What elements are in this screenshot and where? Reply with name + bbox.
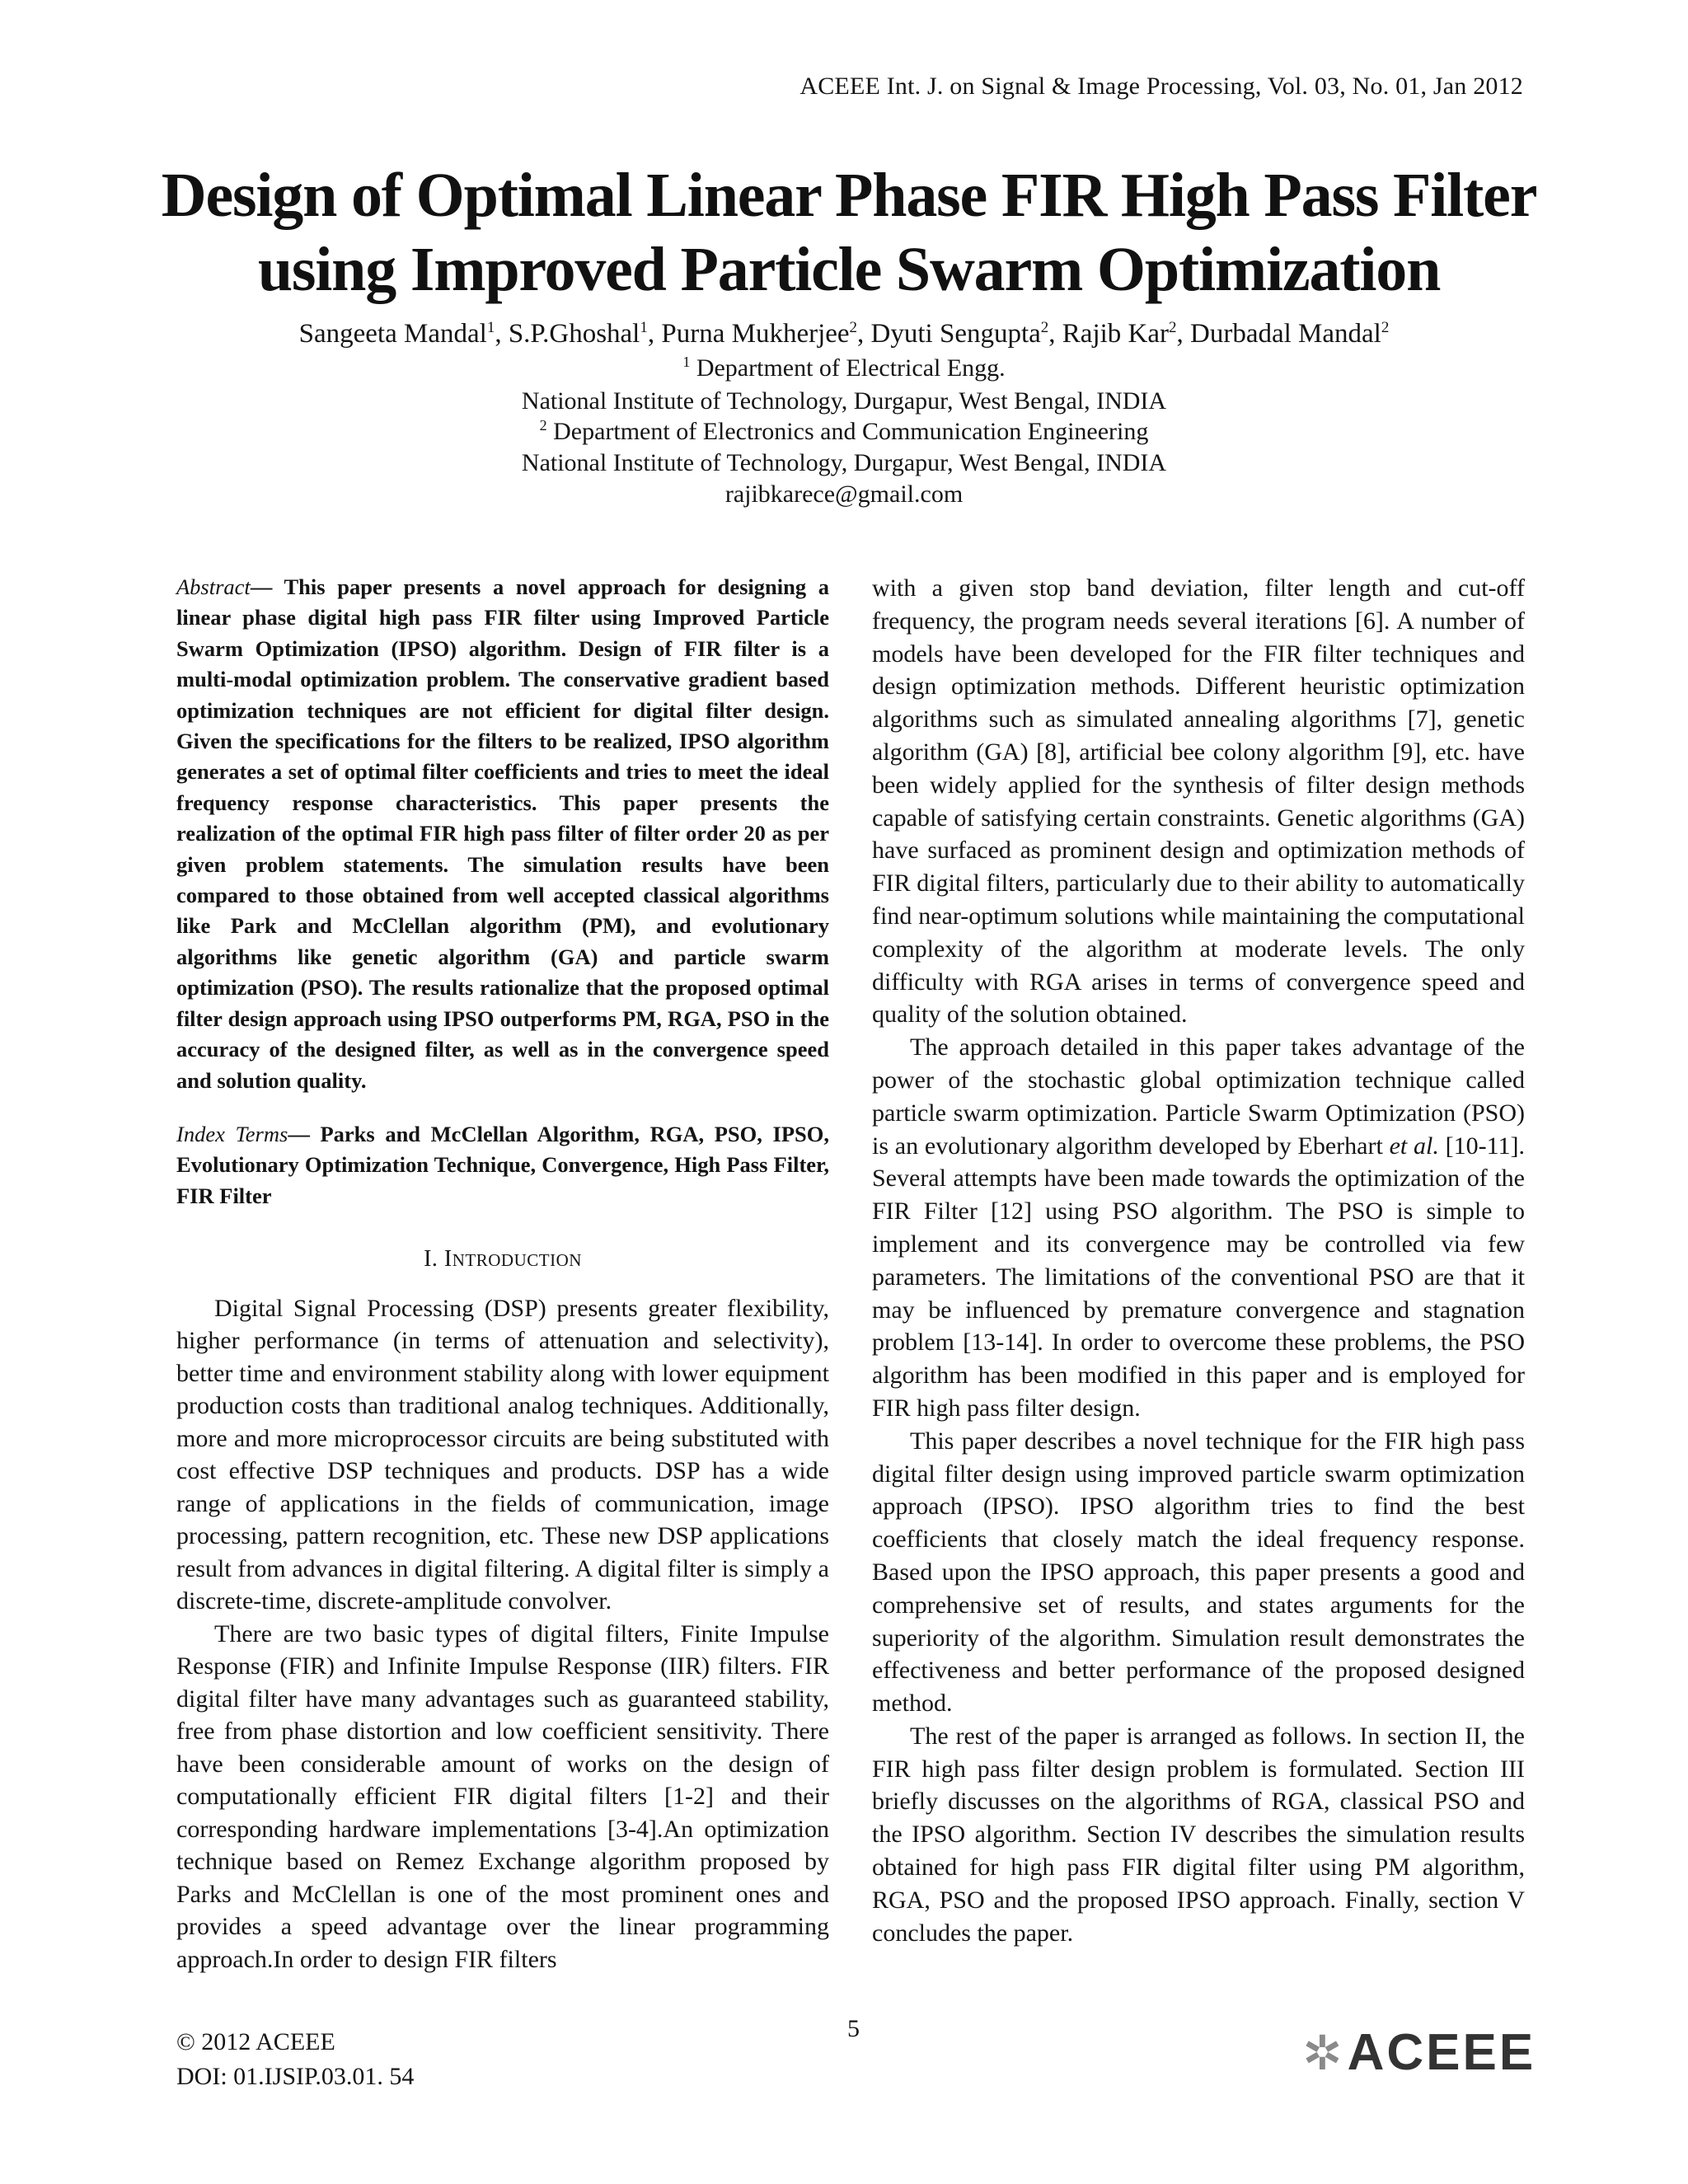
left-column <box>176 572 829 1975</box>
body-paragraph: The rest of the paper is arranged as follows. In section II, the FIR high pass filter design problem is formulated. Section III briefly discusses on the algorithms of RGA, classical PSO and the IPSO algorithm. Section IV describes the simulation results obtained for high pass FIR digital filter using PM algorithm, RGA, PSO and the proposed IPSO approach. Finally, section V concludes the paper. <box>872 1722 1525 1947</box>
star-icon: ✲ <box>1302 2024 1343 2081</box>
author-name: Rajib Kar <box>1062 319 1169 349</box>
author-name: Sangeeta Mandal <box>298 319 487 349</box>
author-affil-mark: 2 <box>1040 319 1049 336</box>
paper-title <box>99 158 1599 307</box>
author-name: Durbadal Mandal <box>1190 319 1381 349</box>
author-affil-mark: 1 <box>640 319 648 336</box>
journal-header: ACEEE Int. J. on Signal & Image Processing, Vol. 03, No. 01, Jan 2012 <box>799 73 1523 100</box>
author-affil-mark: 1 <box>486 319 495 336</box>
body-paragraph: The approach detailed in this paper takes advantage of the power of the stochastic global optimization technique called particle swarm optimization. Particle Swarm Optimization (PSO) is an evolutionary algorithm developed by Eberhart et al. [10-11]. Several attempts have been made towards the optimization of the FIR Filter [12] using PSO algorithm. The PSO is simple to implement and its convergence may be controlled via few parameters. The limitations of the conventional PSO are that it may be influenced by premature convergence and stagnation problem [13-14]. In order to overcome these problems, the PSO algorithm has been modified in this paper and is employed for FIR high pass filter design. <box>872 1033 1525 1422</box>
logo-text: ACEEE <box>1347 2024 1536 2081</box>
contact-email: rajibkarece@gmail.com <box>724 480 964 508</box>
author-affil-mark: 2 <box>1169 319 1177 336</box>
author-name: S.P.Ghoshal <box>508 319 640 349</box>
affiliation-institute-1: National Institute of Technology, Durgapur, West Bengal, INDIA <box>521 387 1167 415</box>
intro-paragraph: Digital Signal Processing (DSP) presents greater flexibility, higher performance (in terms of attenuation and selectivity), better time and environment stability along with lower equipment production costs than traditional analog techniques. Additionally, more and more microprocessor circuits are being substituted with cost effective DSP techniques and products. DSP has a wide range of applications in the fields of communication, image processing, pattern recognition, etc. These new DSP applications result from advances in digital filtering. A digital filter is simply a discrete-time, discrete-amplitude convolver. <box>176 1294 829 1615</box>
body-paragraph: with a given stop band deviation, filter length and cut-off frequency, the program needs several iterations [6]. A number of models have been developed for the FIR filter techniques and design optimization methods. Different heuristic optimization algorithms such as simulated annealing algorithms [7], genetic algorithm (GA) [8], artificial bee colony algorithm [9], etc. have been widely applied for the synthesis of filter design methods capable of satisfying certain constraints. Genetic algorithms (GA) have surfaced as prominent design and optimization methods of FIR digital filters, particularly due to their ability to automatically find near-optimum solutions while maintaining the computational complexity of the algorithm at moderate levels. The only difficulty with RGA arises in terms of convergence speed and quality of the solution obtained. <box>872 574 1525 1029</box>
footer-copyright <box>176 2025 414 2094</box>
doi-text: DOI: 01.IJSIP.03.01. 54 <box>176 2063 415 2090</box>
intro-paragraph: There are two basic types of digital filters, Finite Impulse Response (FIR) and Infinite Impulse Response (IIR) filters. FIR digital filter have many advantages such as guaranteed stability, free from phase distortion and low coefficient sensitivity. There have been considerable amount of works on the design of computationally efficient FIR digital filters [1-2] and their corresponding hardware implementations [3-4].An optimization technique based on Remez Exchange algorithm proposed by Parks and McClellan is one of the most prominent ones and provides a speed advantage over the linear programming approach.In order to design FIR filters <box>176 1619 829 1973</box>
section-heading-introduction: I. INTRODUCTION <box>424 1246 582 1272</box>
author-name: Dyuti Sengupta <box>870 319 1041 349</box>
body-paragraph: This paper describes a novel technique for the FIR high pass digital filter design using improved particle swarm optimization approach (IPSO). IPSO algorithm tries to find the best coefficients that closely match the ideal frequency response. Based upon the IPSO approach, this paper presents a good and comprehensive set of results, and states arguments for the superiority of the algorithm. Simulation result demonstrates the effectiveness and better performance of the proposed designed method. <box>872 1427 1525 1718</box>
copyright-text: © 2012 ACEEE <box>176 2028 335 2055</box>
right-column <box>872 572 1525 1949</box>
author-name: Purna Mukherjee <box>661 319 850 349</box>
author-affil-mark: 2 <box>849 319 858 336</box>
page-number: 5 <box>847 2015 860 2042</box>
abstract: Abstract— This paper presents a novel approach for designing a linear phase digital high pass FIR filter using Improved Particle Swarm Optimization (IPSO) algorithm. Design of FIR filter is a multi-modal optimization problem. The conservative gradient based optimization techniques are not efficient for digital filter design. Given the specifications for the filters to be realized, IPSO algorithm generates a set of optimal filter coefficients and tries to meet the ideal frequency response characteristics. This paper presents the realization of the optimal FIR high pass filter of filter order 20 as per given problem statements. The simulation results have been compared to those obtained from well accepted classical algorithms like Park and McClellan algorithm (PM), and evolutionary algorithms like genetic algorithm (GA) and particle swarm optimization (PSO). The results rationalize that the proposed optimal filter design approach using IPSO outperforms PM, RGA, PSO in the accuracy of the designed filter, as well as in the convergence speed and solution quality. <box>176 574 829 1093</box>
affiliation-institute-2: National Institute of Technology, Durgapur, West Bengal, INDIA <box>521 449 1167 476</box>
index-terms-label: Index Terms <box>176 1121 288 1146</box>
author-list: Sangeeta Mandal$^1$, S.P.Ghoshal$^1$, Purna Mukherjee$^2$, Dyuti Sengupta$^2$, Rajib Kar$^2$, Durbadal Mandal$^2$ <box>298 319 1390 349</box>
affiliation-dept-2: $^2$ Department of Electronics and Communication Engineering <box>539 417 1149 445</box>
author-affil-mark: 2 <box>1381 319 1390 336</box>
abstract-label: Abstract <box>176 574 251 599</box>
title-line-1: Design of Optimal Linear Phase FIR High Pass Filter <box>161 161 1537 230</box>
affiliation-dept-1: $^1$ Department of Electrical Engg. <box>682 354 1006 382</box>
title-line-2: using Improved Particle Swarm Optimization <box>257 235 1441 304</box>
aceee-logo <box>1302 2023 1536 2082</box>
index-terms: Index Terms— Parks and McClellan Algorithm, RGA, PSO, IPSO, Evolutionary Optimization Technique, Convergence, High Pass Filter, FIR Filter <box>176 1121 829 1208</box>
abstract-body: This paper presents a novel approach for designing a linear phase digital high pass FIR filter using Improved Particle Swarm Optimization (IPSO) algorithm. Design of FIR filter is a multi-modal optimization problem. The conservative gradient based optimization techniques are not efficient for digital filter design. Given the specifications for the filters to be realized, IPSO algorithm generates a set of optimal filter coefficients and tries to meet the ideal frequency response characteristics. This paper presents the realization of the optimal FIR high pass filter of filter order 20 as per given problem statements. The simulation results have been compared to those obtained from well accepted classical algorithms like Park and McClellan algorithm (PM), and evolutionary algorithms like genetic algorithm (GA) and particle swarm optimization (PSO). The results rationalize that the proposed optimal filter design approach using IPSO outperforms PM, RGA, PSO in the accuracy of the designed filter, as well as in the convergence speed and solution quality. <box>176 574 829 1093</box>
index-terms-body: Parks and McClellan Algorithm, RGA, PSO, IPSO, Evolutionary Optimization Technique, Convergence, High Pass Filter, FIR Filter <box>176 1121 829 1208</box>
